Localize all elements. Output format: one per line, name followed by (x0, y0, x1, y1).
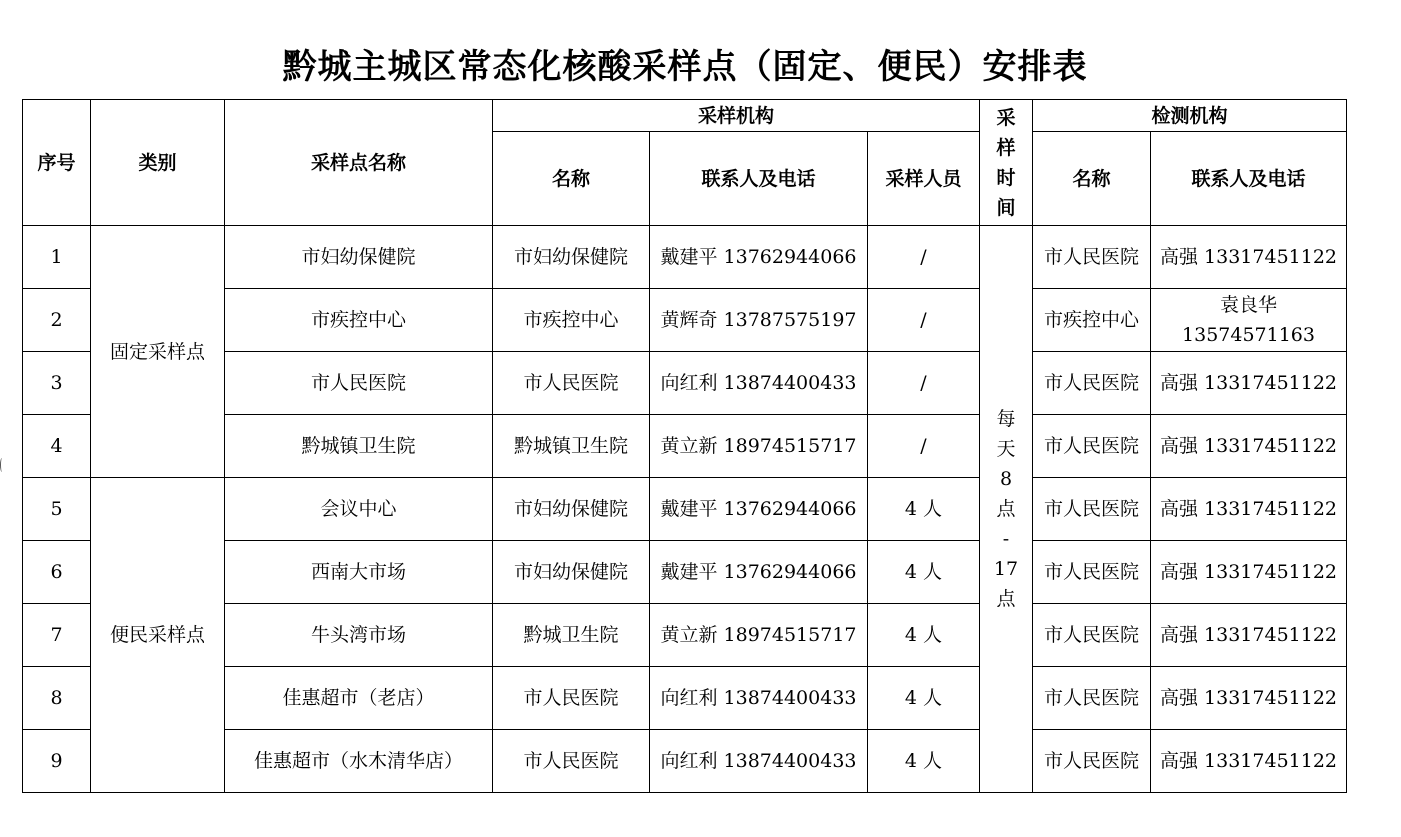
cell-contact: 黄立新 18974515717 (650, 604, 868, 667)
cell-test-org: 市疾控中心 (1033, 289, 1151, 352)
cell-staff: 4 人 (868, 541, 980, 604)
category-fixed: 固定采样点 (91, 226, 225, 478)
cell-test-contact: 高强 13317451122 (1151, 604, 1347, 667)
header-sampling-time: 采 样 时 间 (980, 100, 1033, 226)
header-sampling-org: 采样机构 (493, 100, 980, 132)
cell-org: 市人民医院 (493, 730, 650, 793)
header-site-name: 采样点名称 (225, 100, 493, 226)
cell-org: 市妇幼保健院 (493, 541, 650, 604)
cell-contact: 向红利 13874400433 (650, 667, 868, 730)
cell-test-contact: 高强 13317451122 (1151, 352, 1347, 415)
cell-staff: 4 人 (868, 667, 980, 730)
header-org-name: 名称 (493, 132, 650, 226)
cell-contact: 戴建平 13762944066 (650, 226, 868, 289)
cell-contact: 向红利 13874400433 (650, 730, 868, 793)
cell-staff: / (868, 226, 980, 289)
header-row-1 (23, 100, 1347, 132)
cell-site: 佳惠超市（老店） (225, 667, 493, 730)
cell-test-org: 市人民医院 (1033, 478, 1151, 541)
cell-site: 牛头湾市场 (225, 604, 493, 667)
header-test-name: 名称 (1033, 132, 1151, 226)
cell-contact: 黄辉奇 13787575197 (650, 289, 868, 352)
cell-seq: 2 (23, 289, 91, 352)
cell-seq: 3 (23, 352, 91, 415)
header-seq: 序号 (23, 100, 91, 226)
cell-org: 市人民医院 (493, 667, 650, 730)
cell-site: 市妇幼保健院 (225, 226, 493, 289)
cell-contact: 戴建平 13762944066 (650, 478, 868, 541)
cell-test-contact: 高强 13317451122 (1151, 667, 1347, 730)
cell-seq: 4 (23, 415, 91, 478)
cell-test-org: 市人民医院 (1033, 226, 1151, 289)
header-category: 类别 (91, 100, 225, 226)
cell-org: 黔城镇卫生院 (493, 415, 650, 478)
cell-staff: 4 人 (868, 604, 980, 667)
cell-staff: / (868, 289, 980, 352)
schedule-table (22, 99, 1347, 793)
table-row (23, 478, 1347, 541)
cell-test-org: 市人民医院 (1033, 415, 1151, 478)
cell-contact: 黄立新 18974515717 (650, 415, 868, 478)
cell-site: 会议中心 (225, 478, 493, 541)
cell-site: 市疾控中心 (225, 289, 493, 352)
cell-test-org: 市人民医院 (1033, 352, 1151, 415)
cell-contact: 戴建平 13762944066 (650, 541, 868, 604)
cell-seq: 6 (23, 541, 91, 604)
cell-test-org: 市人民医院 (1033, 667, 1151, 730)
cell-staff: / (868, 352, 980, 415)
margin-mark (0, 458, 4, 472)
category-convenience: 便民采样点 (91, 478, 225, 793)
cell-org: 市人民医院 (493, 352, 650, 415)
cell-org: 市妇幼保健院 (493, 478, 650, 541)
cell-test-org: 市人民医院 (1033, 604, 1151, 667)
header-org-contact: 联系人及电话 (650, 132, 868, 226)
cell-org: 市妇幼保健院 (493, 226, 650, 289)
cell-seq: 7 (23, 604, 91, 667)
table-row (23, 226, 1347, 289)
cell-site: 市人民医院 (225, 352, 493, 415)
cell-staff: 4 人 (868, 730, 980, 793)
cell-seq: 1 (23, 226, 91, 289)
cell-test-org: 市人民医院 (1033, 541, 1151, 604)
cell-test-contact: 高强 13317451122 (1151, 226, 1347, 289)
cell-test-contact: 高强 13317451122 (1151, 415, 1347, 478)
cell-site: 佳惠超市（水木清华店） (225, 730, 493, 793)
header-staff: 采样人员 (868, 132, 980, 226)
cell-test-contact: 高强 13317451122 (1151, 541, 1347, 604)
cell-staff: 4 人 (868, 478, 980, 541)
cell-staff: / (868, 415, 980, 478)
cell-site: 西南大市场 (225, 541, 493, 604)
cell-seq: 8 (23, 667, 91, 730)
cell-org: 黔城卫生院 (493, 604, 650, 667)
sampling-time-cell: 每 天 8 点 - 17 点 (980, 226, 1033, 793)
cell-test-org: 市人民医院 (1033, 730, 1151, 793)
cell-contact: 向红利 13874400433 (650, 352, 868, 415)
header-test-contact: 联系人及电话 (1151, 132, 1347, 226)
cell-test-contact: 高强 13317451122 (1151, 730, 1347, 793)
header-testing-org: 检测机构 (1033, 100, 1347, 132)
cell-site: 黔城镇卫生院 (225, 415, 493, 478)
cell-test-contact: 高强 13317451122 (1151, 478, 1347, 541)
cell-seq: 9 (23, 730, 91, 793)
cell-org: 市疾控中心 (493, 289, 650, 352)
page-title: 黔城主城区常态化核酸采样点（固定、便民）安排表 (282, 47, 1088, 87)
cell-test-contact: 袁良华 13574571163 (1151, 289, 1347, 352)
cell-seq: 5 (23, 478, 91, 541)
